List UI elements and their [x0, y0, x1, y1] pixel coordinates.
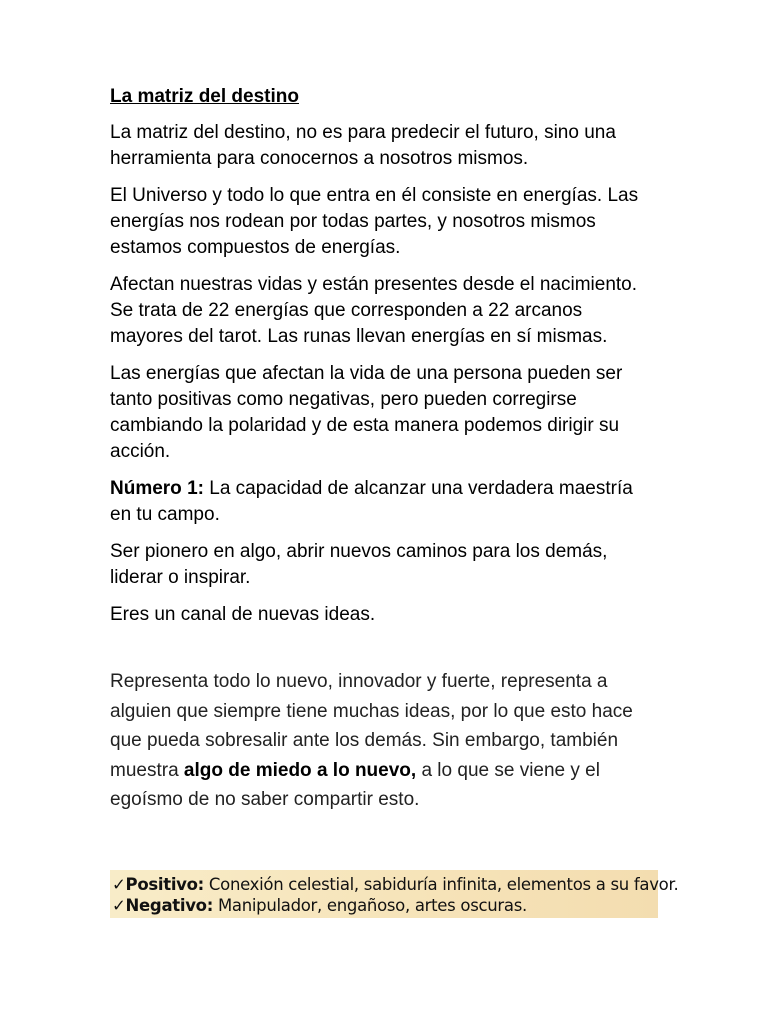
paragraph-representa [110, 667, 658, 815]
paragraph-arcanos: Afectan nuestras vidas y están presentes desde el nacimiento. Se trata de 22 energías que corresponden a 22 arcanos mayores del tarot. Las runas llevan energías en sí mismas. [110, 274, 638, 347]
document-title: La matriz del destino [110, 86, 299, 107]
checkmark-icon: ✓ [112, 875, 126, 894]
paragraph-numero-1 [110, 476, 658, 528]
paragraph-polaridad: Las energías que afectan la vida de una persona pueden ser tanto positivas como negativas, pero pueden corregirse cambiando la polaridad y de esta manera podemos dirigir su acción. [110, 363, 623, 462]
negative-label: Negativo: [125, 896, 214, 915]
positive-label: Positivo: [125, 875, 204, 894]
negative-text: Manipulador, engañoso, artes oscuras. [213, 896, 527, 915]
paragraph-canal: Eres un canal de nuevas ideas. [110, 604, 376, 625]
positive-text: Conexión celestial, sabiduría infinita, elementos a su favor. [203, 875, 679, 894]
representa-text-2: a lo que se viene y el egoísmo de no saber compartir esto. [110, 759, 600, 810]
paragraph-universe: El Universo y todo lo que entra en él consiste en energías. Las energías nos rodean por todas partes, y nosotros mismos estamos compuestos de energías. [110, 185, 639, 258]
document-body [110, 84, 658, 815]
spacer [110, 639, 658, 667]
representa-bold: algo de miedo a lo nuevo, [183, 759, 417, 781]
summary-highlight-box [110, 870, 679, 918]
checkmark-icon: ✓ [112, 896, 126, 915]
summary-negative-line [112, 895, 656, 916]
numero-label: Número 1: [110, 478, 204, 499]
numero-text: La capacidad de alcanzar una verdadera maestría en tu campo. [110, 478, 633, 525]
representa-text-1: Representa todo lo nuevo, innovador y fuerte, representa a alguien que siempre tiene muchas ideas, por lo que esto hace que pueda sobresalir ante los demás. Sin embargo, también muestra [110, 671, 633, 781]
summary-positive-line [112, 874, 679, 895]
paragraph-intro: La matriz del destino, no es para predecir el futuro, sino una herramienta para conocernos a nosotros mismos. [110, 122, 616, 169]
paragraph-pionero: Ser pionero en algo, abrir nuevos caminos para los demás, liderar o inspirar. [110, 541, 608, 588]
